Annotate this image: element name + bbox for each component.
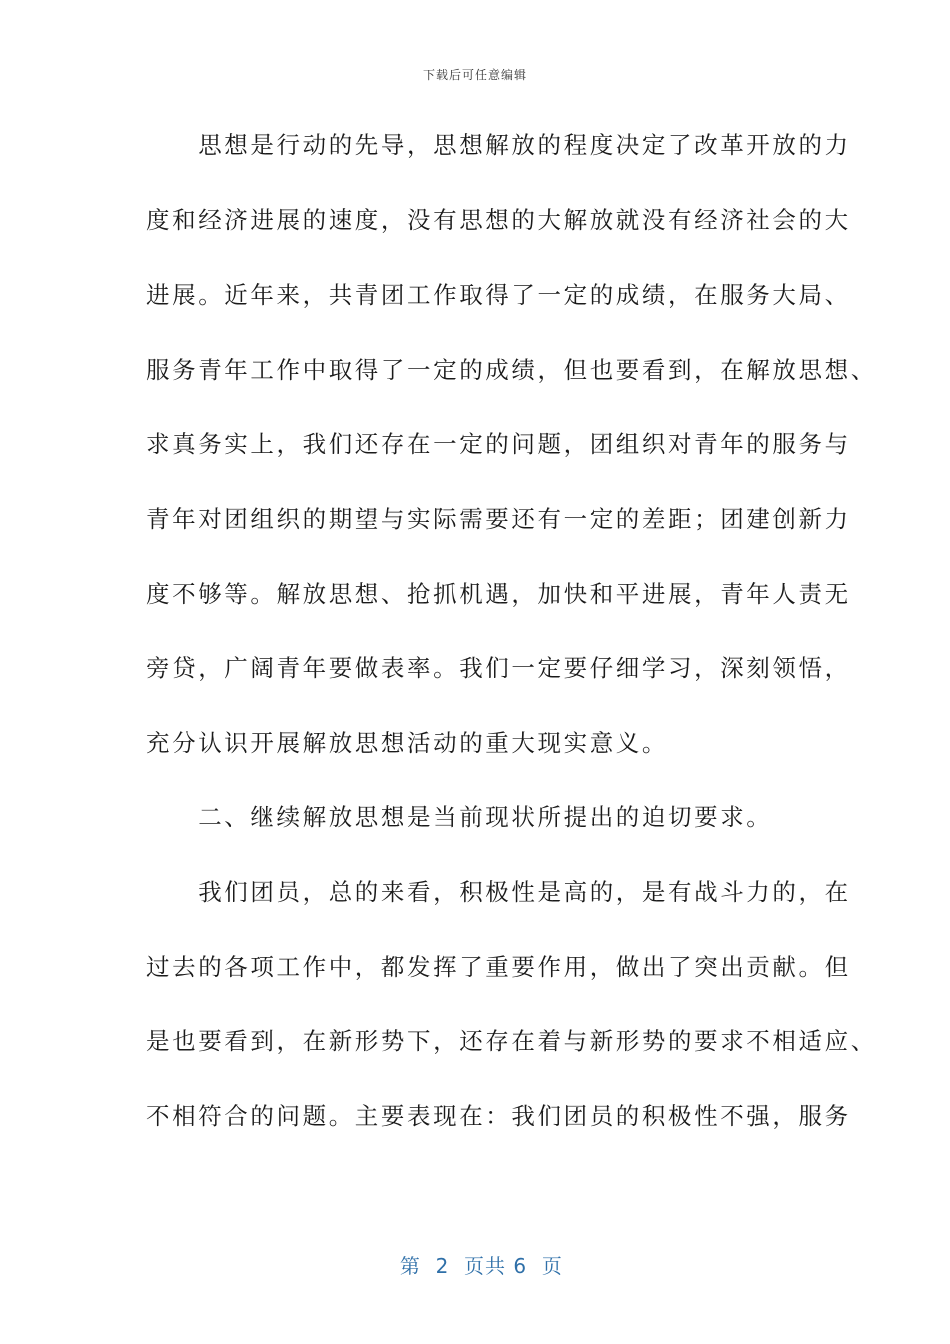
paragraph-line: 进展。近年来，共青团工作取得了一定的成绩，在服务大局、 (146, 281, 851, 309)
paragraph-line: 旁贷，广阔青年要做表率。我们一定要仔细学习，深刻领悟， (146, 654, 851, 682)
paragraph-line: 求真务实上，我们还存在一定的问题，团组织对青年的服务与 (146, 430, 851, 458)
paragraph-line: 度不够等。解放思想、抢抓机遇，加快和平进展，青年人责无 (146, 580, 851, 608)
header-note: 下载后可任意编辑 (422, 68, 527, 82)
paragraph-line: 青年对团组织的期望与实际需要还有一定的差距；团建创新力 (146, 505, 851, 533)
page-number-label: 第 2 页共 6 页 (399, 1254, 563, 1278)
paragraph-line: 过去的各项工作中，都发挥了重要作用，做出了突出贡献。但 (146, 953, 851, 981)
section-heading: 二、继续解放思想是当前现状所提出的迫切要求。 (146, 803, 773, 831)
paragraph-line: 服务青年工作中取得了一定的成绩，但也要看到，在解放思想、 (146, 356, 877, 384)
paragraph-line: 我们团员，总的来看，积极性是高的，是有战斗力的，在 (146, 878, 851, 906)
paragraph-line: 思想是行动的先导，思想解放的程度决定了改革开放的力 (146, 131, 851, 159)
paragraph-line: 充分认识开展解放思想活动的重大现实意义。 (146, 729, 668, 757)
paragraph-line: 是也要看到，在新形势下，还存在着与新形势的要求不相适应、 (146, 1027, 877, 1055)
paragraph-line: 不相符合的问题。主要表现在：我们团员的积极性不强，服务 (146, 1102, 851, 1130)
page-number-footer (0, 1226, 950, 1279)
paragraph-line: 度和经济进展的速度，没有思想的大解放就没有经济社会的大 (146, 206, 851, 234)
